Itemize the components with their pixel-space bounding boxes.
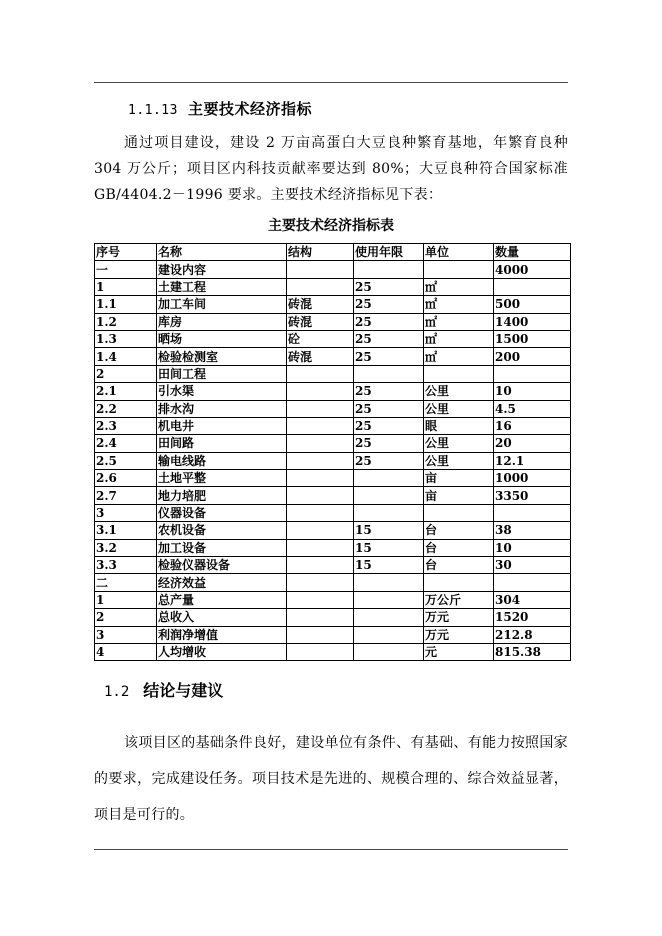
table-cell: 30 (494, 557, 571, 574)
table-cell (494, 278, 571, 295)
table-cell (287, 574, 354, 591)
table-cell: 晒场 (157, 330, 287, 347)
table-row (95, 557, 571, 574)
table-cell: 2.7 (95, 487, 157, 504)
table-cell (494, 574, 571, 591)
table-cell: ㎡ (424, 313, 494, 330)
table-cell: 20 (494, 435, 571, 452)
table-cell (494, 504, 571, 521)
table-header-row (95, 244, 571, 261)
table-cell: 15 (354, 522, 424, 539)
table-row (95, 330, 571, 347)
table-cell (287, 452, 354, 469)
table-cell: 200 (494, 348, 571, 365)
header-cell: 使用年限 (354, 244, 424, 261)
table-cell (287, 539, 354, 556)
section-number: 1.1.13 (128, 103, 178, 118)
table-row (95, 591, 571, 608)
header-rule (94, 82, 568, 83)
table-cell: 2.5 (95, 452, 157, 469)
table-cell: 万公斤 (424, 591, 494, 608)
table-row (95, 383, 571, 400)
table-cell: 土建工程 (157, 278, 287, 295)
table-cell: 砖混 (287, 348, 354, 365)
conclusion-title: 结论与建议 (143, 681, 224, 700)
table-cell: 1520 (494, 609, 571, 626)
table-cell: 3.3 (95, 557, 157, 574)
table-cell: 3 (95, 504, 157, 521)
table-caption: 主要技术经济指标表 (268, 218, 394, 234)
table-cell: 仪器设备 (157, 504, 287, 521)
table-cell: 库房 (157, 313, 287, 330)
table-cell (287, 383, 354, 400)
table-cell: 万元 (424, 609, 494, 626)
table-row (95, 609, 571, 626)
table-cell: 1400 (494, 313, 571, 330)
table-cell: 公里 (424, 400, 494, 417)
table-cell (287, 609, 354, 626)
table-cell: 田间工程 (157, 365, 287, 382)
table-cell: 212.8 (494, 626, 571, 643)
table-row (95, 278, 571, 295)
table-cell: 公里 (424, 452, 494, 469)
table-cell: 2 (95, 609, 157, 626)
table-cell: 25 (354, 417, 424, 434)
table-cell: 砖混 (287, 296, 354, 313)
table-row (95, 365, 571, 382)
table-cell: 一 (95, 261, 157, 278)
table-row (95, 574, 571, 591)
table-cell (287, 522, 354, 539)
indicator-table (94, 243, 571, 661)
table-cell: 1000 (494, 470, 571, 487)
table-cell: 台 (424, 522, 494, 539)
table-cell (354, 470, 424, 487)
table-cell: 2.3 (95, 417, 157, 434)
footer-rule (94, 849, 568, 850)
table-cell (287, 504, 354, 521)
table-cell: 机电井 (157, 417, 287, 434)
table-row (95, 400, 571, 417)
table-row (95, 435, 571, 452)
table-cell: 3 (95, 626, 157, 643)
table-cell: 亩 (424, 487, 494, 504)
table-row (95, 539, 571, 556)
table-cell: 2.4 (95, 435, 157, 452)
table-cell (287, 557, 354, 574)
table-cell: 3.1 (95, 522, 157, 539)
table-cell: 检验检测室 (157, 348, 287, 365)
table-cell: 16 (494, 417, 571, 434)
table-cell: ㎡ (424, 348, 494, 365)
table-cell: 25 (354, 400, 424, 417)
table-cell: 台 (424, 539, 494, 556)
table-cell: 输电线路 (157, 452, 287, 469)
table-cell (287, 435, 354, 452)
table-cell: 检验仪器设备 (157, 557, 287, 574)
table-cell (287, 417, 354, 434)
table-cell: 1.3 (95, 330, 157, 347)
table-cell: 815.38 (494, 643, 571, 660)
table-cell: 4000 (494, 261, 571, 278)
table-cell: 25 (354, 296, 424, 313)
table-cell: 人均增收 (157, 643, 287, 660)
table-cell: 3.2 (95, 539, 157, 556)
table-cell: 眼 (424, 417, 494, 434)
table-cell: 总产量 (157, 591, 287, 608)
table-cell (424, 365, 494, 382)
table-row (95, 417, 571, 434)
table-cell: 4 (95, 643, 157, 660)
table-row (95, 487, 571, 504)
table-cell: 10 (494, 383, 571, 400)
table-cell: 2.2 (95, 400, 157, 417)
table-cell: 10 (494, 539, 571, 556)
table-cell (354, 365, 424, 382)
table-row (95, 348, 571, 365)
table-cell: 1 (95, 591, 157, 608)
table-cell: 25 (354, 348, 424, 365)
table-cell: 500 (494, 296, 571, 313)
table-cell: 1.1 (95, 296, 157, 313)
table-cell (494, 365, 571, 382)
table-cell: 农机设备 (157, 522, 287, 539)
table-cell: 加工设备 (157, 539, 287, 556)
table-cell: 38 (494, 522, 571, 539)
table-cell: 引水渠 (157, 383, 287, 400)
table-cell: 田间路 (157, 435, 287, 452)
table-cell: 25 (354, 330, 424, 347)
table-cell: 台 (424, 557, 494, 574)
table-cell (354, 261, 424, 278)
conclusion-number: 1.2 (104, 684, 130, 700)
table-row (95, 504, 571, 521)
table-cell: 4.5 (494, 400, 571, 417)
table-cell: 25 (354, 278, 424, 295)
table-cell: 亩 (424, 470, 494, 487)
table-cell: 12.1 (494, 452, 571, 469)
table-cell: 元 (424, 643, 494, 660)
table-cell: 经济效益 (157, 574, 287, 591)
table-cell: 建设内容 (157, 261, 287, 278)
section-title: 主要技术经济指标 (187, 100, 312, 118)
table-cell: 总收入 (157, 609, 287, 626)
table-cell (287, 591, 354, 608)
table-row (95, 470, 571, 487)
table-cell: 二 (95, 574, 157, 591)
table-cell (287, 487, 354, 504)
table-cell: 1 (95, 278, 157, 295)
header-cell: 名称 (157, 244, 287, 261)
table-cell: ㎡ (424, 278, 494, 295)
table-cell (354, 626, 424, 643)
table-cell: 1.4 (95, 348, 157, 365)
table-cell: 公里 (424, 383, 494, 400)
table-cell: 304 (494, 591, 571, 608)
table-row (95, 626, 571, 643)
table-cell: 2.1 (95, 383, 157, 400)
table-cell: 15 (354, 539, 424, 556)
table-row (95, 261, 571, 278)
table-cell (354, 487, 424, 504)
table-cell (354, 504, 424, 521)
table-row (95, 522, 571, 539)
table-cell (287, 400, 354, 417)
table-cell: 25 (354, 452, 424, 469)
table-cell (287, 278, 354, 295)
table-cell (354, 609, 424, 626)
table-cell (287, 470, 354, 487)
table-cell (287, 626, 354, 643)
table-cell: 1.2 (95, 313, 157, 330)
header-cell: 结构 (287, 244, 354, 261)
table-cell: ㎡ (424, 330, 494, 347)
table-row (95, 296, 571, 313)
table-cell (287, 261, 354, 278)
table-cell (287, 643, 354, 660)
table-cell: 加工车间 (157, 296, 287, 313)
table-cell: 砼 (287, 330, 354, 347)
table-cell: 25 (354, 383, 424, 400)
table-cell (287, 365, 354, 382)
table-cell: 砖混 (287, 313, 354, 330)
table-cell (424, 574, 494, 591)
conclusion-heading (104, 678, 223, 701)
section-heading (128, 98, 312, 119)
table-cell: 25 (354, 313, 424, 330)
table-cell: 排水沟 (157, 400, 287, 417)
table-cell: 25 (354, 435, 424, 452)
conclusion-paragraph: 该项目区的基础条件良好，建设单位有条件、有基础、有能力按照国家的要求，完成建设任务。项目技术是先进的、规模合理的、综合效益显著，项目是可行的。 (94, 735, 568, 823)
table-cell: 2.6 (95, 470, 157, 487)
section-paragraph: 通过项目建设，建设 2 万亩高蛋白大豆良种繁育基地，年繁育良种 304 万公斤；项目区内科技贡献率要达到 80%；大豆良种符合国家标准 GB/4404.2－1996 要求。主要技术经济指标见下表： (94, 135, 568, 203)
table-cell: ㎡ (424, 296, 494, 313)
table-cell (354, 643, 424, 660)
header-cell: 单位 (424, 244, 494, 261)
header-cell: 序号 (95, 244, 157, 261)
table-cell (424, 261, 494, 278)
table-cell: 3350 (494, 487, 571, 504)
table-cell: 万元 (424, 626, 494, 643)
table-row (95, 452, 571, 469)
table-cell: 公里 (424, 435, 494, 452)
table-cell: 1500 (494, 330, 571, 347)
table-cell (424, 504, 494, 521)
table-row (95, 313, 571, 330)
table-row (95, 643, 571, 660)
table-cell: 2 (95, 365, 157, 382)
table-cell (354, 591, 424, 608)
table-cell: 地力培肥 (157, 487, 287, 504)
table-cell (354, 574, 424, 591)
table-cell: 利润净增值 (157, 626, 287, 643)
table-cell: 15 (354, 557, 424, 574)
header-cell: 数量 (494, 244, 571, 261)
table-cell: 土地平整 (157, 470, 287, 487)
